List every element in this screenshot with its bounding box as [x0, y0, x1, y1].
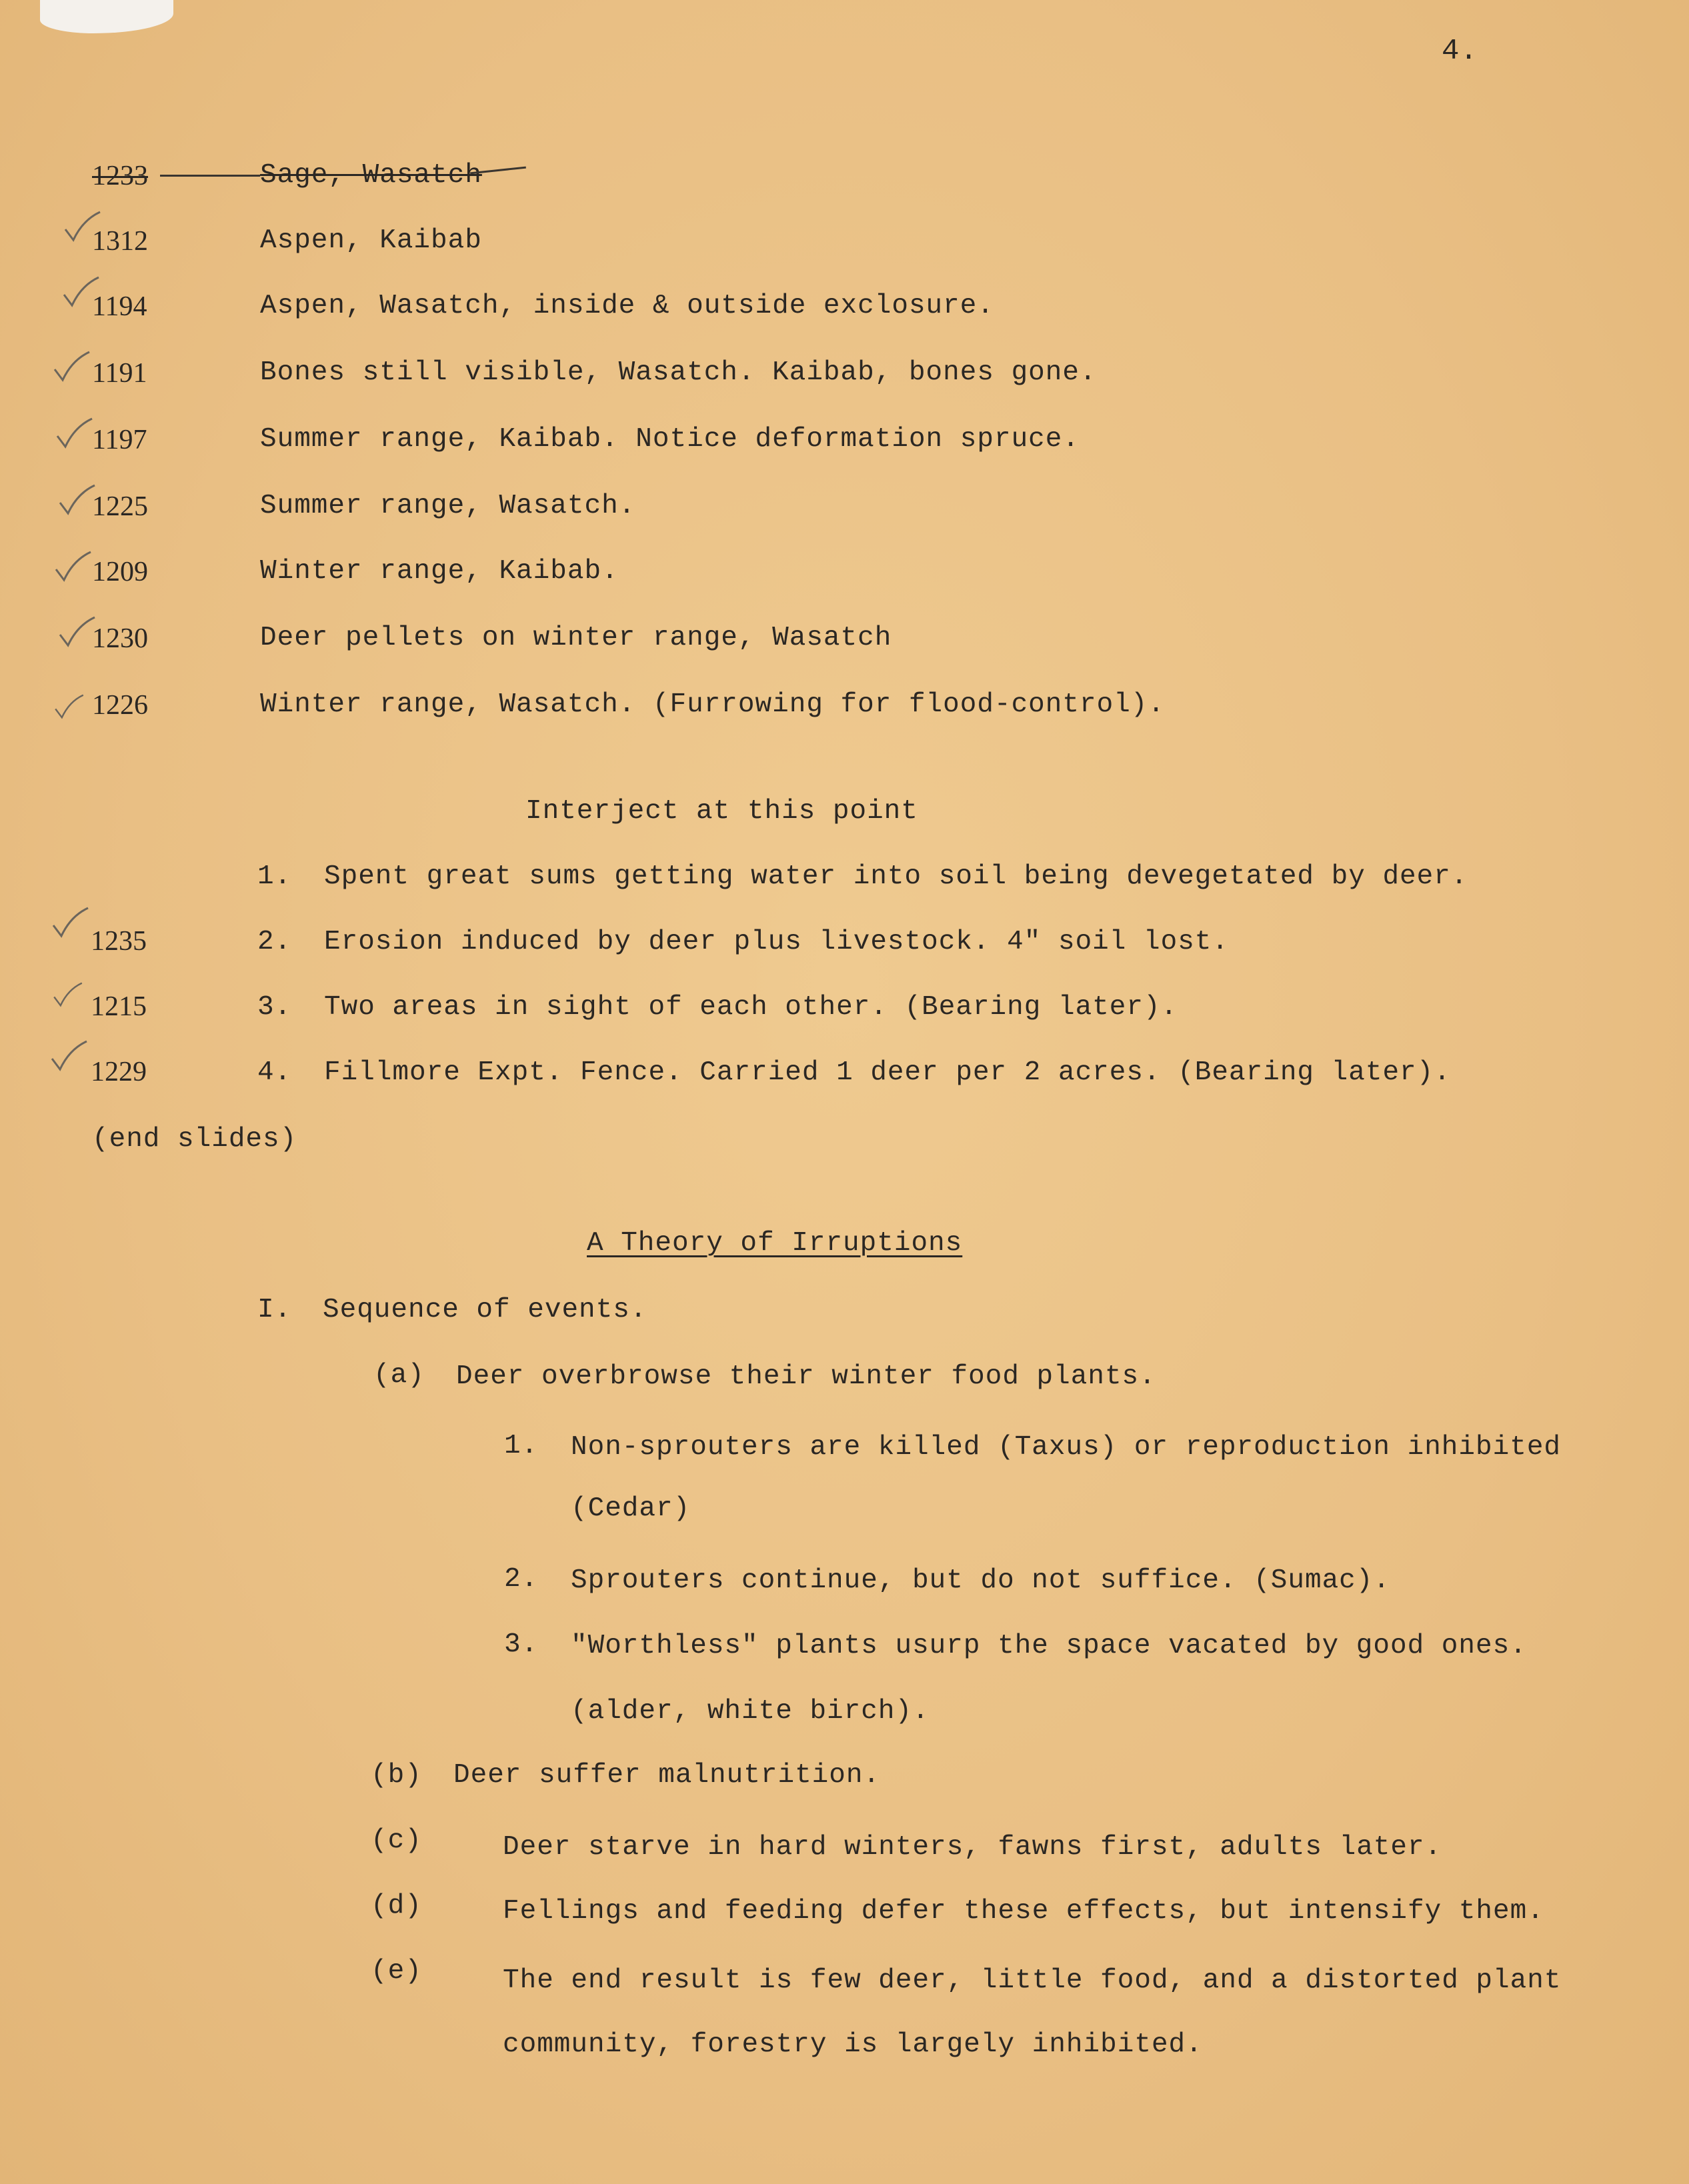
slide-number: 1226 [92, 690, 148, 721]
interject-item-num: 4. [257, 1057, 292, 1088]
check-mark-icon [52, 982, 84, 1009]
slide-number-1233: 1233 [92, 161, 148, 191]
slide-text: Summer range, Kaibab. Notice deformation spruce. [260, 424, 1080, 455]
check-mark-icon [49, 1040, 89, 1073]
slide-number: 1194 [92, 291, 147, 322]
outline-text: "Worthless" plants usurp the space vacated by good ones. [571, 1631, 1527, 1661]
slide-text: Aspen, Wasatch, inside & outside exclosure. [260, 291, 994, 321]
torn-corner [40, 0, 173, 33]
outline-text: Deer suffer malnutrition. [453, 1760, 881, 1791]
slide-text: Summer range, Wasatch. [260, 491, 636, 521]
interject-item-text: Spent great sums getting water into soil being devegetated by deer. [324, 861, 1468, 892]
check-mark-icon [57, 484, 97, 517]
interject-item-num: 1. [257, 861, 292, 892]
slide-text-1233: Sage, Wasatch [260, 160, 482, 191]
interject-item-text: Erosion induced by deer plus livestock. 4" soil lost. [324, 927, 1230, 957]
check-mark-icon [55, 417, 95, 451]
section-title: A Theory of Irruptions [587, 1228, 963, 1259]
slide-number: 1215 [91, 991, 147, 1022]
slide-number: 1312 [92, 226, 148, 257]
outline-num: I. [257, 1295, 292, 1325]
slide-text: Bones still visible, Wasatch. Kaibab, bones gone. [260, 357, 1097, 388]
page-number: 4. [1442, 35, 1478, 68]
strike-line [160, 175, 260, 177]
slide-number: 1209 [92, 557, 148, 587]
outline-num: 1. [504, 1431, 539, 1461]
outline-label: (e) [371, 1956, 422, 1987]
end-slides-note: (end slides) [92, 1124, 297, 1155]
outline-text: Deer starve in hard winters, fawns first, adults later. [503, 1832, 1442, 1863]
interject-heading: Interject at this point [525, 796, 918, 827]
slide-text: Winter range, Wasatch. (Furrowing for flood-control). [260, 689, 1166, 720]
outline-label: (d) [371, 1891, 422, 1921]
slide-number: 1197 [92, 425, 147, 455]
outline-text: Deer overbrowse their winter food plants. [456, 1361, 1156, 1392]
outline-text: Non-sprouters are killed (Taxus) or reproduction inhibited [571, 1432, 1562, 1463]
outline-text: The end result is few deer, little food, and a distorted plant [503, 1965, 1562, 1996]
check-mark-icon [57, 616, 97, 649]
outline-text: (alder, white birch). [571, 1696, 930, 1727]
interject-item-num: 2. [257, 927, 292, 957]
slide-number: 1230 [92, 623, 148, 654]
check-mark-icon [53, 694, 85, 721]
slide-number: 1225 [92, 491, 148, 522]
check-mark-icon [53, 551, 93, 584]
outline-label: (a) [373, 1360, 425, 1391]
slide-number: 1191 [92, 358, 147, 389]
slide-text: Winter range, Kaibab. [260, 556, 619, 587]
outline-num: 2. [504, 1564, 539, 1595]
outline-text: (Cedar) [571, 1493, 691, 1524]
outline-label: (b) [371, 1760, 422, 1791]
outline-text: Sprouters continue, but do not suffice. (Sumac). [571, 1565, 1390, 1596]
outline-text: Fellings and feeding defer these effects, but intensify them. [503, 1896, 1544, 1927]
check-mark-icon [52, 351, 92, 384]
interject-item-text: Fillmore Expt. Fence. Carried 1 deer per 2 acres. (Bearing later). [324, 1057, 1451, 1088]
outline-text: community, forestry is largely inhibited. [503, 2029, 1203, 2060]
outline-label: (c) [371, 1825, 422, 1856]
check-mark-icon [51, 907, 91, 940]
slide-number: 1235 [91, 926, 147, 957]
outline-num: 3. [504, 1629, 539, 1660]
slide-text: Aspen, Kaibab [260, 225, 482, 256]
interject-item-text: Two areas in sight of each other. (Bearing later). [324, 992, 1178, 1023]
interject-item-num: 3. [257, 992, 292, 1023]
slide-text: Deer pellets on winter range, Wasatch [260, 623, 892, 653]
outline-text: Sequence of events. [323, 1295, 647, 1325]
slide-number: 1229 [91, 1057, 147, 1087]
